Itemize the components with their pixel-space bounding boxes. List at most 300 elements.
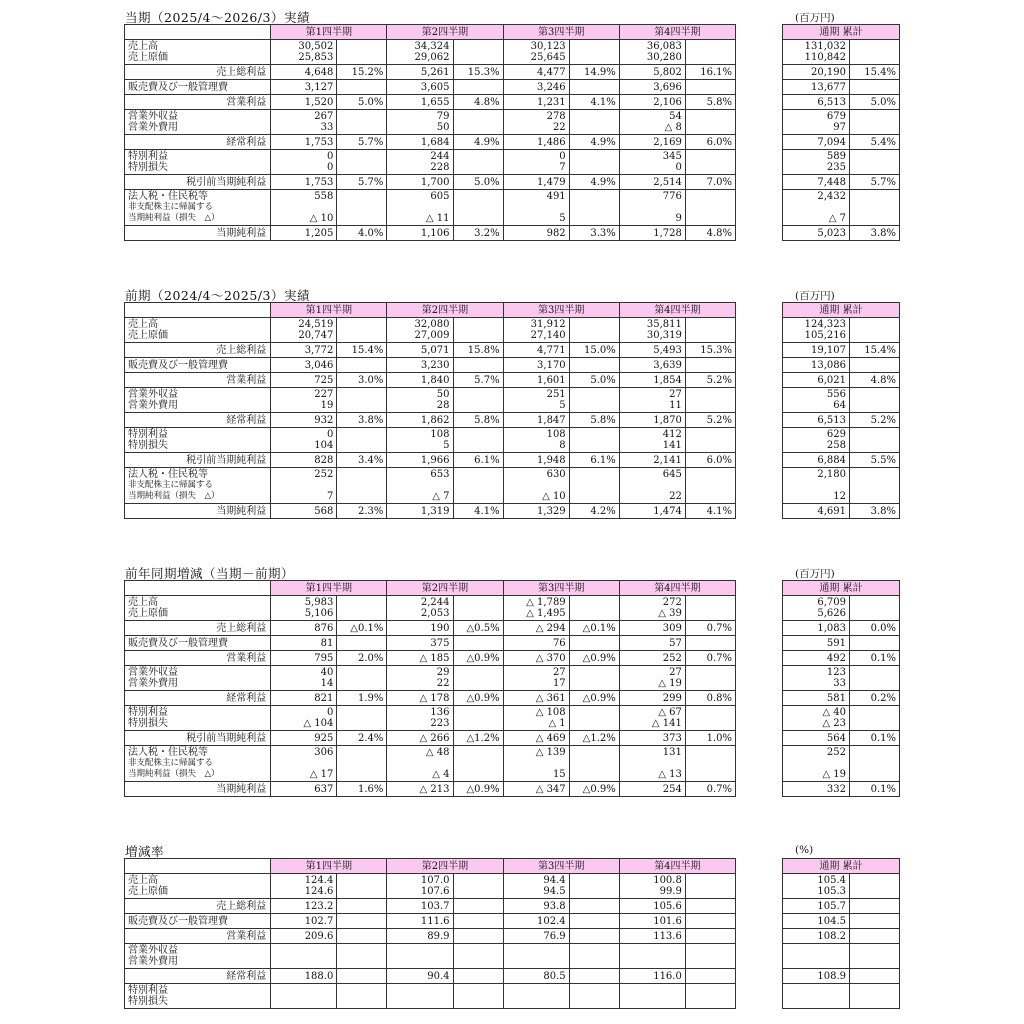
table-row xyxy=(783,621,900,636)
row-label-sales: 売上高 xyxy=(128,41,158,52)
row-label-extraordinary-income: 特別利益 xyxy=(128,429,168,440)
value-cell: 375 xyxy=(387,636,453,651)
section-title: 前期（2024/4～2025/3）実績 xyxy=(125,288,310,303)
ratio-non-op-income xyxy=(853,389,896,400)
ratio-cell: △0.9% xyxy=(569,651,619,666)
value-cell: 4,771 xyxy=(503,343,569,358)
ratio-non-op-expense xyxy=(457,122,500,133)
ratio-cell: 0.1% xyxy=(850,782,900,797)
value-cell xyxy=(619,40,685,65)
value-cell xyxy=(503,110,569,135)
ratio-cell xyxy=(337,388,387,413)
ratio-cell xyxy=(337,80,387,95)
ratio-cell: 6.0% xyxy=(685,135,735,150)
ratio-cell: 0.1% xyxy=(850,731,900,746)
row-label-nci-line2: 当期純利益（損失 △） xyxy=(128,769,220,779)
row-label-extraordinary-income: 特別利益 xyxy=(128,985,168,996)
ratio-non-op-expense xyxy=(573,678,616,689)
value-cell xyxy=(783,944,850,969)
spacer xyxy=(340,747,383,758)
ratio-non-op-income xyxy=(573,389,616,400)
ratio-cell: 2.4% xyxy=(337,731,387,746)
header-blank xyxy=(125,303,271,318)
ratio-cell xyxy=(685,706,735,731)
value-cell: 1,329 xyxy=(503,504,569,519)
ratio-extraordinary-income xyxy=(853,707,896,718)
header-blank xyxy=(125,25,271,40)
spacer xyxy=(274,480,333,491)
value-extraordinary-income: 0 xyxy=(326,151,334,162)
value-non-op-income: 123 xyxy=(826,667,846,678)
row-label-cogs: 売上原価 xyxy=(128,330,168,341)
table-row xyxy=(783,373,900,388)
table-row xyxy=(125,731,736,746)
ratio-cell: 5.8% xyxy=(685,95,735,110)
value-nci: △ 19 xyxy=(822,769,846,780)
row-label-group xyxy=(125,190,271,226)
quarterly-table xyxy=(124,24,736,241)
value-cell: 76.9 xyxy=(503,929,569,944)
ratio-cell xyxy=(850,596,900,621)
value-non-op-income: 278 xyxy=(546,111,566,122)
section-title: 増減率 xyxy=(125,844,165,859)
value-nci: 7 xyxy=(326,491,334,502)
value-nci: △ 13 xyxy=(658,769,682,780)
ratio-extraordinary-loss xyxy=(853,718,896,729)
ratio-cell xyxy=(453,190,503,226)
spacer xyxy=(689,758,732,769)
ratio-non-op-income xyxy=(457,667,500,678)
ratio-cell: 15.4% xyxy=(850,343,900,358)
value-sales: 30,502 xyxy=(298,41,334,52)
ratio-cell xyxy=(453,746,503,782)
value-income-taxes: 776 xyxy=(662,191,682,202)
ratio-cell xyxy=(453,428,503,453)
ratio-cell xyxy=(453,150,503,175)
section-title: 前年同期増減（当期－前期） xyxy=(125,566,295,581)
table-row xyxy=(783,358,900,373)
row-label-income-taxes: 法人税・住民税等 xyxy=(128,747,208,758)
value-cell: 591 xyxy=(783,636,850,651)
ratio-cell: 7.0% xyxy=(685,175,735,190)
value-non-op-income xyxy=(390,945,449,956)
value-cell: 3,605 xyxy=(387,80,453,95)
ratio-sales xyxy=(853,41,896,52)
value-cell: 3,639 xyxy=(619,358,685,373)
value-cell: 105.7 xyxy=(783,899,850,914)
table-row xyxy=(783,110,900,135)
table-row xyxy=(783,984,900,1009)
row-label-sales: 売上高 xyxy=(128,319,158,330)
value-cell xyxy=(619,746,685,782)
value-cell xyxy=(387,388,453,413)
annual-total-header: 通期 累計 xyxy=(783,25,900,40)
row-label-cogs: 売上原価 xyxy=(128,608,168,619)
value-cell xyxy=(619,944,685,969)
spacer xyxy=(340,758,383,769)
ratio-cell: 5.0% xyxy=(337,95,387,110)
value-sales: 124,323 xyxy=(804,319,846,330)
ratio-extraordinary-loss xyxy=(853,440,896,451)
ratio-cogs xyxy=(340,52,383,63)
spacer xyxy=(390,758,449,769)
quarter-header: 第1四半期 xyxy=(271,581,387,596)
ratio-cell: 6.1% xyxy=(453,453,503,468)
value-cogs: 5,626 xyxy=(817,608,846,619)
value-cell: 1,601 xyxy=(503,373,569,388)
table-row xyxy=(783,65,900,80)
value-cell xyxy=(387,468,453,504)
ratio-cell: 0.0% xyxy=(850,621,900,636)
value-cell: 93.8 xyxy=(503,899,569,914)
ratio-cell: 5.0% xyxy=(569,373,619,388)
ratio-cell xyxy=(337,914,387,929)
ratio-cell xyxy=(337,746,387,782)
ratio-non-op-expense xyxy=(573,122,616,133)
value-cell: 1,847 xyxy=(503,413,569,428)
quarter-header: 第1四半期 xyxy=(271,303,387,318)
value-cell xyxy=(271,468,337,504)
value-cell: 492 xyxy=(783,651,850,666)
ratio-cell: △1.2% xyxy=(569,731,619,746)
ratio-sales xyxy=(573,597,616,608)
row-label-ordinary-income: 経常利益 xyxy=(125,413,271,428)
ratio-extraordinary-income xyxy=(689,985,732,996)
value-cell: 1,840 xyxy=(387,373,453,388)
ratio-cell xyxy=(569,636,619,651)
ratio-cogs xyxy=(457,608,500,619)
table-row xyxy=(783,318,900,343)
row-label-nci-line1: 非支配株主に帰属する xyxy=(128,758,214,768)
spacer xyxy=(853,747,896,758)
ratio-cell xyxy=(685,358,735,373)
ratio-cell xyxy=(569,596,619,621)
ratio-cell: 3.4% xyxy=(337,453,387,468)
table-row xyxy=(783,413,900,428)
table-row xyxy=(125,929,736,944)
value-cell xyxy=(619,388,685,413)
quarter-header: 第3四半期 xyxy=(503,303,619,318)
value-extraordinary-loss: 228 xyxy=(430,162,450,173)
annual-total-table xyxy=(782,858,900,1009)
value-non-op-expense: 33 xyxy=(320,122,334,133)
value-cell: △ 361 xyxy=(503,691,569,706)
ratio-cell xyxy=(850,899,900,914)
value-cell: 725 xyxy=(271,373,337,388)
value-cell: 3,170 xyxy=(503,358,569,373)
ratio-cell: 4.9% xyxy=(453,135,503,150)
value-nci: △ 4 xyxy=(432,769,450,780)
row-label-nci-line2: 当期純利益（損失 △） xyxy=(128,213,220,223)
value-income-taxes: 558 xyxy=(314,191,334,202)
value-sales: 30,123 xyxy=(530,41,566,52)
table-row xyxy=(125,95,736,110)
row-label-pretax-income: 税引前当期純利益 xyxy=(125,731,271,746)
value-cogs: 27,140 xyxy=(530,330,566,341)
row-label-group xyxy=(125,944,271,969)
quarter-header: 第4四半期 xyxy=(619,303,735,318)
row-label-group xyxy=(125,318,271,343)
spacer xyxy=(623,758,682,769)
row-label-non-op-expense: 営業外費用 xyxy=(128,678,178,689)
unit-label: (百万円) xyxy=(795,568,835,580)
spacer xyxy=(457,202,500,213)
value-cell xyxy=(783,596,850,621)
ratio-cell: △0.1% xyxy=(569,621,619,636)
value-cell: △ 294 xyxy=(503,621,569,636)
value-extraordinary-income xyxy=(786,985,846,996)
spacer xyxy=(689,747,732,758)
row-label-extraordinary-loss: 特別損失 xyxy=(128,162,168,173)
ratio-cell xyxy=(337,190,387,226)
ratio-cell: 15.3% xyxy=(685,343,735,358)
unit-label: (百万円) xyxy=(795,290,835,302)
value-cell: 821 xyxy=(271,691,337,706)
ratio-cell xyxy=(453,40,503,65)
value-cell: 116.0 xyxy=(619,969,685,984)
ratio-cell: △0.9% xyxy=(569,782,619,797)
value-cogs: 25,853 xyxy=(298,52,334,63)
value-extraordinary-loss: 258 xyxy=(826,440,846,451)
row-label-group xyxy=(125,746,271,782)
ratio-cell xyxy=(569,874,619,899)
ratio-cell xyxy=(453,468,503,504)
value-cell xyxy=(619,596,685,621)
value-cell: 7,094 xyxy=(783,135,850,150)
value-cell xyxy=(783,874,850,899)
value-non-op-income: 679 xyxy=(826,111,846,122)
value-cogs: 105.3 xyxy=(817,886,846,897)
ratio-cell: △1.2% xyxy=(453,731,503,746)
value-non-op-income xyxy=(507,945,566,956)
spacer xyxy=(507,480,566,491)
table-row xyxy=(783,388,900,413)
ratio-cell xyxy=(337,150,387,175)
ratio-cogs xyxy=(457,886,500,897)
ratio-cell: 4.9% xyxy=(569,175,619,190)
spacer xyxy=(573,191,616,202)
value-cell: 190 xyxy=(387,621,453,636)
ratio-sales xyxy=(573,875,616,886)
table-row xyxy=(783,226,900,241)
ratio-cell xyxy=(453,358,503,373)
table-row xyxy=(125,691,736,706)
row-label-operating-income: 営業利益 xyxy=(125,95,271,110)
value-cell xyxy=(503,190,569,226)
ratio-cell xyxy=(850,636,900,651)
table-row xyxy=(125,666,736,691)
table-row xyxy=(125,80,736,95)
value-cell: 6,513 xyxy=(783,95,850,110)
spacer xyxy=(340,469,383,480)
ratio-cell xyxy=(453,944,503,969)
ratio-cogs xyxy=(573,886,616,897)
ratio-non-op-expense xyxy=(340,678,383,689)
ratio-cell xyxy=(569,914,619,929)
row-label-gross-profit: 売上総利益 xyxy=(125,899,271,914)
ratio-cell: 4.1% xyxy=(569,95,619,110)
value-cell: 2,169 xyxy=(619,135,685,150)
row-label-group xyxy=(125,596,271,621)
value-cell: 5,023 xyxy=(783,226,850,241)
value-sales: 124.4 xyxy=(304,875,334,886)
value-cell: 3,246 xyxy=(503,80,569,95)
value-non-op-expense xyxy=(274,956,333,967)
ratio-non-op-expense xyxy=(853,400,896,411)
table-row xyxy=(783,651,900,666)
value-cell xyxy=(271,190,337,226)
value-extraordinary-loss: 235 xyxy=(826,162,846,173)
quarterly-table xyxy=(124,302,736,519)
value-cell: 113.6 xyxy=(619,929,685,944)
ratio-cell: 3.0% xyxy=(337,373,387,388)
ratio-cell: 6.1% xyxy=(569,453,619,468)
table-row xyxy=(783,135,900,150)
row-label-non-op-expense: 営業外費用 xyxy=(128,400,178,411)
ratio-non-op-expense xyxy=(689,956,732,967)
ratio-non-op-income xyxy=(457,945,500,956)
value-cell xyxy=(503,666,569,691)
value-cell xyxy=(271,596,337,621)
value-cell xyxy=(387,666,453,691)
value-cell: 2,514 xyxy=(619,175,685,190)
ratio-cell xyxy=(850,666,900,691)
value-cell xyxy=(503,944,569,969)
value-cell: 20,190 xyxy=(783,65,850,80)
ratio-non-op-expense xyxy=(457,678,500,689)
value-sales: 131,032 xyxy=(804,41,846,52)
ratio-cell xyxy=(850,388,900,413)
ratio-cell xyxy=(337,596,387,621)
row-label-ordinary-income: 経常利益 xyxy=(125,969,271,984)
row-label-group xyxy=(125,984,271,1009)
ratio-sales xyxy=(689,41,732,52)
ratio-extraordinary-income xyxy=(340,985,383,996)
ratio-cell xyxy=(337,318,387,343)
ratio-extraordinary-loss xyxy=(689,718,732,729)
ratio-cell xyxy=(850,428,900,453)
ratio-cell: 5.2% xyxy=(685,413,735,428)
ratio-extraordinary-loss xyxy=(689,162,732,173)
ratio-extraordinary-income xyxy=(340,707,383,718)
spacer xyxy=(573,491,616,502)
value-cell: 188.0 xyxy=(271,969,337,984)
value-extraordinary-income xyxy=(274,985,333,996)
value-cell xyxy=(619,318,685,343)
value-nci: △ 11 xyxy=(425,213,450,224)
value-cell xyxy=(387,944,453,969)
table-row xyxy=(783,504,900,519)
ratio-cell xyxy=(685,874,735,899)
value-cell xyxy=(783,746,850,782)
value-non-op-income: 267 xyxy=(314,111,334,122)
value-cell: 795 xyxy=(271,651,337,666)
ratio-cell xyxy=(685,929,735,944)
value-extraordinary-loss: 5 xyxy=(443,440,450,451)
ratio-cell xyxy=(850,984,900,1009)
ratio-extraordinary-loss xyxy=(689,440,732,451)
ratio-extraordinary-loss xyxy=(457,440,500,451)
ratio-extraordinary-income xyxy=(689,707,732,718)
ratio-non-op-expense xyxy=(573,400,616,411)
ratio-sales xyxy=(573,41,616,52)
ratio-extraordinary-loss xyxy=(689,996,732,1007)
ratio-cell xyxy=(337,636,387,651)
value-cell: 1,520 xyxy=(271,95,337,110)
row-label-group xyxy=(125,706,271,731)
ratio-cogs xyxy=(689,52,732,63)
value-non-op-expense: 22 xyxy=(436,678,450,689)
value-cell xyxy=(503,318,569,343)
row-label-operating-income: 営業利益 xyxy=(125,651,271,666)
table-row xyxy=(783,343,900,358)
table-row xyxy=(125,453,736,468)
table-row xyxy=(125,621,736,636)
value-cell: 1,319 xyxy=(387,504,453,519)
value-income-taxes: 306 xyxy=(314,747,334,758)
table-row xyxy=(783,428,900,453)
spacer xyxy=(689,191,732,202)
section-title: 当期（2025/4～2026/3）実績 xyxy=(125,10,310,25)
ratio-cogs xyxy=(457,52,500,63)
value-cell: 1,728 xyxy=(619,226,685,241)
ratio-cell xyxy=(569,358,619,373)
value-cell: 1,870 xyxy=(619,413,685,428)
spacer xyxy=(786,758,846,769)
table-row xyxy=(125,596,736,621)
value-cell: 299 xyxy=(619,691,685,706)
value-non-op-income: 40 xyxy=(320,667,334,678)
value-non-op-income: 54 xyxy=(669,111,682,122)
ratio-extraordinary-loss xyxy=(853,162,896,173)
value-cell xyxy=(783,110,850,135)
header-row xyxy=(125,859,736,874)
value-non-op-income: 27 xyxy=(669,667,682,678)
ratio-cell: 5.2% xyxy=(850,413,900,428)
ratio-cell xyxy=(685,150,735,175)
value-extraordinary-income: 108 xyxy=(546,429,566,440)
ratio-extraordinary-income xyxy=(340,429,383,440)
spacer xyxy=(340,191,383,202)
value-cell: 252 xyxy=(619,651,685,666)
value-cell xyxy=(387,596,453,621)
row-label-group xyxy=(125,428,271,453)
ratio-non-op-income xyxy=(457,389,500,400)
ratio-cell xyxy=(569,40,619,65)
spacer xyxy=(457,480,500,491)
value-non-op-expense: △ 19 xyxy=(658,678,682,689)
row-label-cogs: 売上原価 xyxy=(128,52,168,63)
value-income-taxes: 2,180 xyxy=(817,469,846,480)
annual-total-table xyxy=(782,580,900,797)
header-row xyxy=(783,25,900,40)
value-sales: 32,080 xyxy=(414,319,450,330)
spacer xyxy=(340,491,383,502)
value-cell xyxy=(783,150,850,175)
spacer xyxy=(853,213,896,224)
value-cell: 5,493 xyxy=(619,343,685,358)
ratio-cell xyxy=(337,706,387,731)
ratio-extraordinary-income xyxy=(853,985,896,996)
ratio-cell xyxy=(337,899,387,914)
ratio-non-op-income xyxy=(573,945,616,956)
value-income-taxes: △ 139 xyxy=(535,747,566,758)
spacer xyxy=(853,491,896,502)
row-label-sales: 売上高 xyxy=(128,597,158,608)
value-extraordinary-loss: 141 xyxy=(662,440,682,451)
value-cogs: 107.6 xyxy=(420,886,450,897)
ratio-cell: △0.9% xyxy=(453,651,503,666)
